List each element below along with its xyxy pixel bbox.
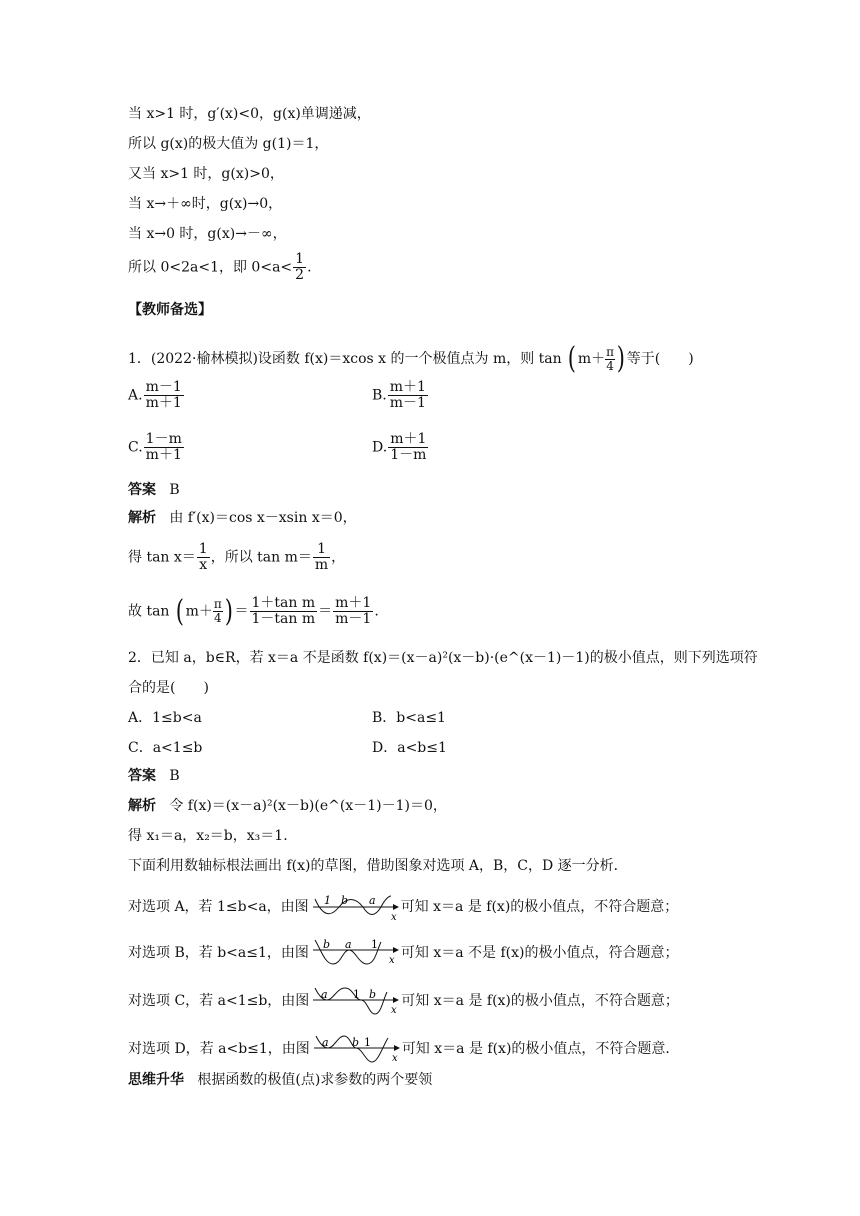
text-run: 可知 x＝a 是 f(x)的极小值点，不符合题意； xyxy=(401,993,679,1009)
fraction-denominator: m－1 xyxy=(389,395,426,411)
fraction-numerator: m＋1 xyxy=(390,431,427,447)
fraction-numerator: m－1 xyxy=(145,379,182,395)
text-run: 对选项 C，若 a<1≤b，由图 xyxy=(128,993,310,1009)
text-run: m＋ xyxy=(577,351,606,367)
fraction-denominator: m－1 xyxy=(335,611,372,627)
answer-label: 答案 xyxy=(128,482,156,498)
explanation-line xyxy=(128,593,379,629)
fraction-denominator: x xyxy=(199,557,208,573)
fraction-denominator: 2 xyxy=(295,267,305,283)
fraction-denominator: 1－m xyxy=(390,447,427,463)
option-label: D. xyxy=(372,439,388,456)
option-B: B．b<a≤1 xyxy=(372,710,446,726)
fraction xyxy=(605,346,615,373)
option-analysis-A xyxy=(128,893,678,921)
summary-line xyxy=(128,1070,432,1090)
text-run: 可知 x＝a 不是 f(x)的极小值点，符合题意； xyxy=(400,945,679,961)
paren-right: ) xyxy=(224,593,233,629)
fraction-numerator: π xyxy=(606,344,615,359)
text-line: 又当 x>1 时，g(x)>0， xyxy=(128,166,284,182)
text-run: ，所以 tan m＝ xyxy=(210,549,312,566)
explanation-line: 下面利用数轴标根法画出 f(x)的草图，借助图象对选项 A，B，C，D 逐一分析． xyxy=(128,858,628,874)
fraction xyxy=(333,596,373,627)
option-A: A．1≤b<a xyxy=(128,710,202,726)
diagram-label: a xyxy=(321,988,328,1001)
fraction-numerator: m＋1 xyxy=(335,595,372,611)
diagram-label: 1 xyxy=(363,1036,371,1049)
fraction xyxy=(213,598,223,625)
explanation-line: 得 x₁＝a，x₂＝b，x₃＝1. xyxy=(128,828,288,844)
option-analysis-D xyxy=(128,1034,679,1064)
text-line: 当 x→＋∞时，g(x)→0， xyxy=(128,196,283,212)
text-run: 1．(2022·榆林模拟)设函数 f(x)＝xcos x 的一个极值点为 m，则 tan xyxy=(128,351,562,367)
paren-left: ( xyxy=(175,593,184,629)
explanation-label: 解析 xyxy=(128,798,156,814)
text-run: 等于( ) xyxy=(626,351,694,367)
option-label: A. xyxy=(128,387,143,404)
sign-chart-A xyxy=(311,893,399,921)
answer-value: B xyxy=(169,768,180,784)
option-C xyxy=(128,432,185,463)
option-A xyxy=(128,380,185,411)
fraction xyxy=(197,542,210,573)
diagram-label: 1 xyxy=(353,988,361,1001)
fraction-denominator: 4 xyxy=(606,358,614,373)
fraction-denominator: m xyxy=(314,557,329,573)
fraction xyxy=(250,596,318,627)
text-run: 对选项 A，若 1≤b<a，由图 xyxy=(128,899,309,915)
explanation-line xyxy=(128,542,345,573)
fraction-numerator: 1 xyxy=(313,542,330,558)
fraction-numerator: 1 xyxy=(295,251,305,267)
text-line: 所以 g(x)的极大值为 g(1)＝1， xyxy=(128,136,329,152)
fraction xyxy=(388,380,428,411)
diagram-label: a xyxy=(368,894,376,907)
fraction xyxy=(144,432,184,463)
option-analysis-B xyxy=(128,938,678,968)
section-heading: 【教师备选】 xyxy=(128,302,212,318)
text-run: 由 f′(x)＝cos x－xsin x＝0， xyxy=(169,510,357,526)
text-run: 故 tan xyxy=(128,603,170,620)
fraction-denominator: 1－tan m xyxy=(251,611,316,627)
option-D: D．a<b≤1 xyxy=(372,740,447,756)
fraction xyxy=(388,432,428,463)
fraction-numerator: 1＋tan m xyxy=(251,595,316,611)
explanation-line xyxy=(128,508,357,528)
diagram-label: x xyxy=(391,1053,398,1064)
diagram-label: b xyxy=(351,1036,359,1049)
diagram-label: b xyxy=(369,988,377,1001)
diagram-label: 1 xyxy=(323,894,331,907)
fraction-denominator: m＋1 xyxy=(145,395,182,411)
fraction xyxy=(293,252,306,283)
summary-label: 思维升华 xyxy=(128,1072,184,1088)
text-line xyxy=(128,252,312,283)
text-run: 可知 x＝a 是 f(x)的极小值点，不符合题意． xyxy=(401,1041,680,1057)
fraction-numerator: m＋1 xyxy=(389,379,426,395)
sign-chart-B xyxy=(311,938,399,968)
text-run: 得 tan x＝ xyxy=(128,549,196,566)
text-run: ， xyxy=(331,549,346,566)
answer-label: 答案 xyxy=(128,768,156,784)
text-run: 令 f(x)＝(x－a)²(x－b)(e^(x－1)－1)＝0， xyxy=(169,798,447,814)
option-C: C．a<1≤b xyxy=(128,740,203,756)
option-B xyxy=(372,380,429,411)
paren-right: ) xyxy=(616,341,625,376)
diagram-label: x xyxy=(390,912,397,921)
fraction xyxy=(144,380,184,411)
fraction-denominator: m＋1 xyxy=(145,447,182,463)
explanation-label: 解析 xyxy=(128,510,156,526)
text-run: . xyxy=(307,259,312,276)
diagram-label: b xyxy=(322,938,330,951)
text-line: 当 x>1 时，g′(x)<0，g(x)单调递减， xyxy=(128,106,371,122)
text-run: ＝ xyxy=(318,603,333,620)
option-label: B. xyxy=(372,387,387,404)
fraction-numerator: 1－m xyxy=(145,431,182,447)
question-2-stem: 合的是( ) xyxy=(128,680,209,696)
diagram-label: x xyxy=(388,955,395,966)
answer-line xyxy=(128,766,180,786)
fraction-numerator: π xyxy=(213,597,222,611)
text-run: 对选项 D，若 a<b≤1，由图 xyxy=(128,1041,310,1057)
fraction-denominator: 4 xyxy=(214,611,222,625)
fraction-numerator: 1 xyxy=(198,541,208,557)
explanation-line xyxy=(128,796,447,816)
paren-left: ( xyxy=(567,341,577,376)
text-run: 所以 0<2a<1，即 0<a< xyxy=(128,259,293,276)
text-line: 当 x→0 时，g(x)→－∞， xyxy=(128,226,287,242)
option-label: C. xyxy=(128,439,143,456)
option-analysis-C xyxy=(128,986,679,1016)
answer-value: B xyxy=(169,482,180,498)
diagram-label: a xyxy=(344,938,352,951)
diagram-label: a xyxy=(321,1036,329,1049)
sign-chart-D xyxy=(312,1034,400,1064)
option-D xyxy=(372,432,429,463)
diagram-label: x xyxy=(391,1005,397,1016)
diagram-label: 1 xyxy=(370,938,378,951)
diagram-label: b xyxy=(340,894,348,907)
summary-text: 根据函数的极值(点)求参数的两个要领 xyxy=(197,1072,433,1088)
text-run: m＋ xyxy=(185,603,213,620)
question-1-stem xyxy=(128,341,694,376)
answer-line xyxy=(128,480,180,500)
sign-chart-C xyxy=(311,986,399,1016)
question-2-stem: 2．已知 a，b∈R，若 x＝a 不是函数 f(x)＝(x－a)²(x－b)·(e^(x－1)－1)的极小值点，则下列选项符 xyxy=(128,650,758,666)
text-run: . xyxy=(374,603,379,620)
fraction xyxy=(313,542,330,573)
text-run: 可知 x＝a 是 f(x)的极小值点，不符合题意； xyxy=(400,899,679,915)
text-run: ＝ xyxy=(234,603,249,620)
text-run: 对选项 B，若 b<a≤1，由图 xyxy=(128,945,309,961)
